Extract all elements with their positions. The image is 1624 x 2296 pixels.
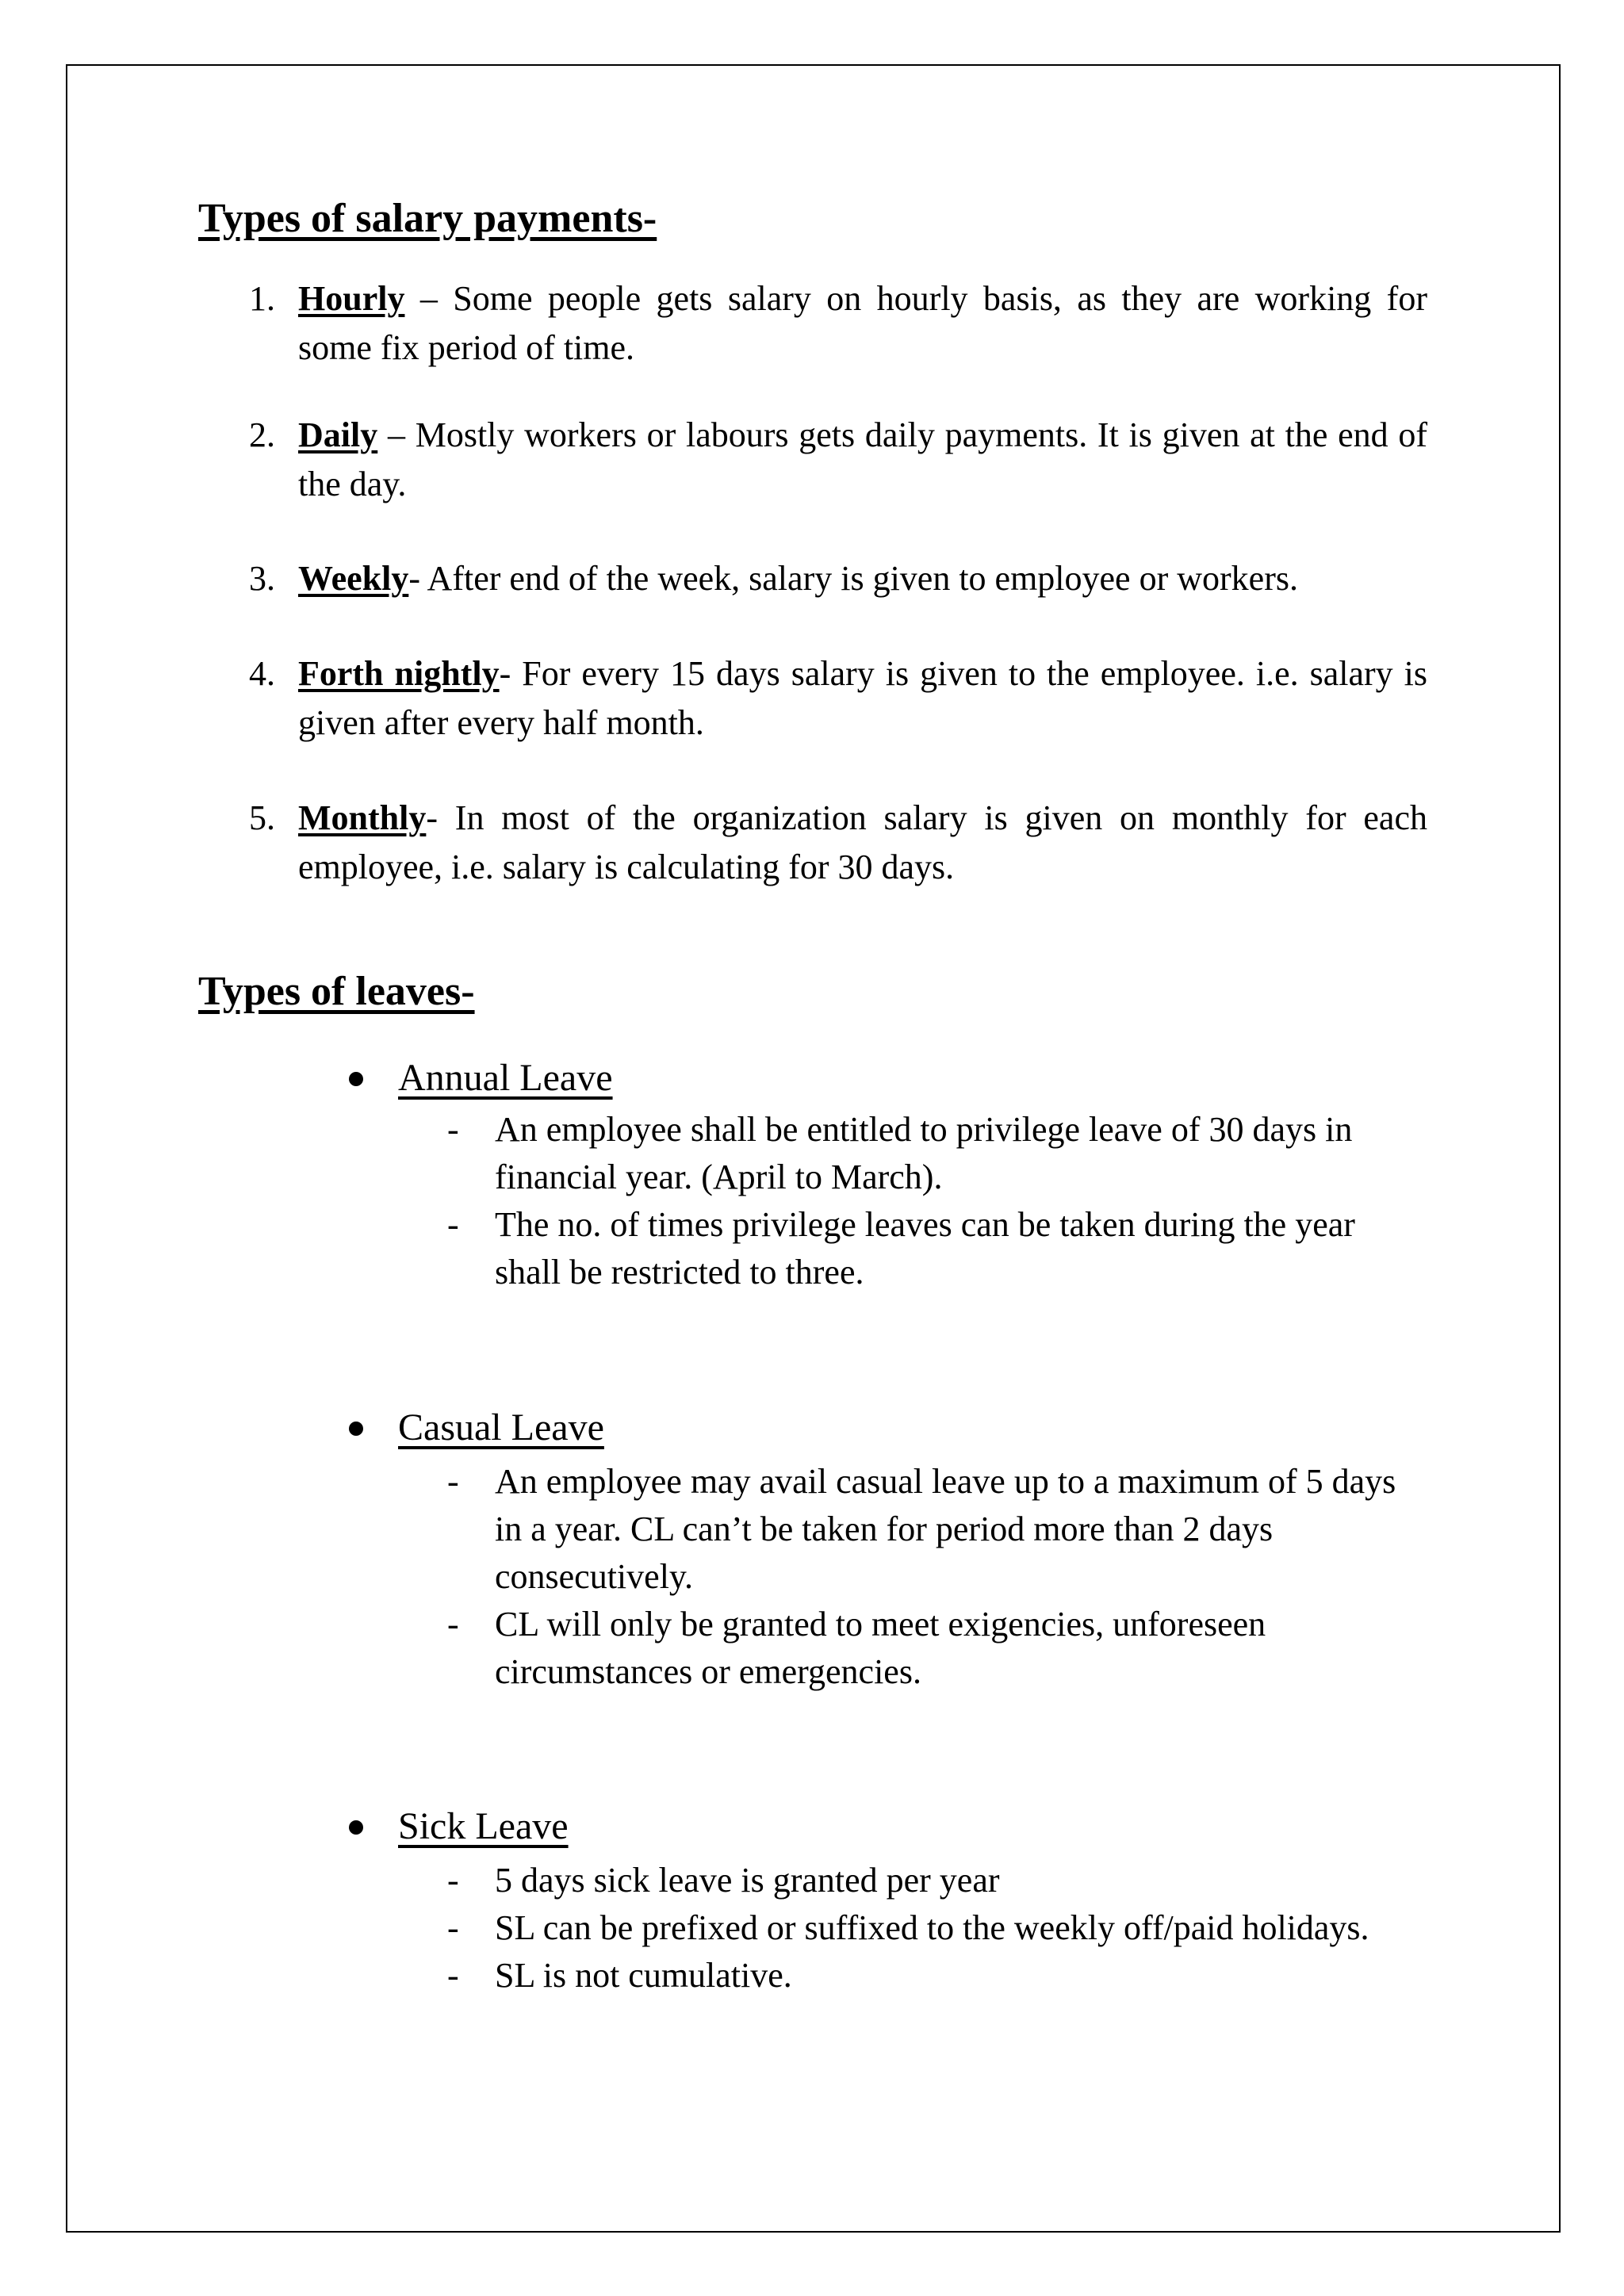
leave-point-line: SL is not cumulative. xyxy=(495,1956,792,1995)
leave-point xyxy=(447,1201,1355,1296)
leave-type-label: Annual Leave xyxy=(398,1057,613,1099)
salary-item-line xyxy=(298,794,1427,843)
list-number: 3. xyxy=(249,559,275,598)
dash-icon: - xyxy=(447,1462,459,1501)
salary-item-line: some fix period of time. xyxy=(298,328,635,367)
bullet-icon xyxy=(349,1820,363,1835)
leave-point-line: The no. of times privilege leaves can be taken during the year xyxy=(495,1205,1355,1244)
leave-type-label: Casual Leave xyxy=(398,1406,604,1448)
list-number: 4. xyxy=(249,654,275,693)
bullet-icon xyxy=(349,1072,363,1086)
salary-item-line xyxy=(298,274,1427,323)
leave-point xyxy=(447,1952,792,1999)
salary-item-text: - In most of the organization salary is given on monthly for each xyxy=(426,798,1427,837)
salary-item-line: given after every half month. xyxy=(298,703,704,742)
salary-term: Daily xyxy=(298,415,378,454)
salary-item-line: the day. xyxy=(298,465,407,503)
salary-item-weekly xyxy=(249,554,1427,603)
leave-type-label: Sick Leave xyxy=(398,1805,569,1847)
salary-item-hourly xyxy=(249,274,1427,373)
dash-icon: - xyxy=(447,1908,459,1947)
dash-icon: - xyxy=(447,1956,459,1995)
leave-point-line: circumstances or emergencies. xyxy=(495,1652,921,1691)
salary-item-text: - For every 15 days salary is given to the employee. i.e. salary is xyxy=(499,654,1427,693)
salary-item-monthly xyxy=(249,794,1427,892)
leave-type-sick xyxy=(349,1802,569,1851)
leave-type-casual xyxy=(349,1403,604,1452)
list-number: 2. xyxy=(249,415,275,454)
salary-term: Weekly xyxy=(298,559,409,598)
salary-item-forthnightly xyxy=(249,649,1427,748)
salary-item-line: employee, i.e. salary is calculating for 30 days. xyxy=(298,848,955,886)
dash-icon: - xyxy=(447,1605,459,1644)
list-number: 5. xyxy=(249,798,275,837)
salary-item-text: – Mostly workers or labours gets daily payments. It is given at the end of xyxy=(377,415,1427,454)
dash-icon: - xyxy=(447,1110,459,1149)
leave-point xyxy=(447,1904,1369,1952)
salary-section-title: Types of salary payments- xyxy=(198,196,657,241)
salary-item-text: – Some people gets salary on hourly basis, as they are working for xyxy=(404,279,1427,318)
leave-point-line: SL can be prefixed or suffixed to the weekly off/paid holidays. xyxy=(495,1908,1369,1947)
salary-term: Forth nightly xyxy=(298,654,500,693)
leave-point-line: shall be restricted to three. xyxy=(495,1253,864,1292)
leave-point-line: An employee shall be entitled to privilege leave of 30 days in xyxy=(495,1110,1353,1149)
leave-point-line: consecutively. xyxy=(495,1557,694,1596)
salary-item-line xyxy=(298,649,1427,698)
leaves-section-title: Types of leaves- xyxy=(198,969,475,1014)
leave-point xyxy=(447,1601,1266,1696)
leave-point-line: in a year. CL can’t be taken for period more than 2 days xyxy=(495,1510,1274,1548)
salary-item-line xyxy=(298,554,1427,603)
dash-icon: - xyxy=(447,1205,459,1244)
leave-point xyxy=(447,1106,1352,1201)
salary-term: Monthly xyxy=(298,798,427,837)
leave-point-line: 5 days sick leave is granted per year xyxy=(495,1861,1000,1900)
salary-item-line xyxy=(298,411,1427,460)
bullet-icon xyxy=(349,1422,363,1436)
salary-item-text: - After end of the week, salary is given to employee or workers. xyxy=(408,559,1298,598)
leave-type-annual xyxy=(349,1054,613,1103)
salary-item-daily xyxy=(249,411,1427,509)
leave-point-line: An employee may avail casual leave up to a maximum of 5 days xyxy=(495,1462,1396,1501)
leave-point xyxy=(447,1458,1396,1601)
dash-icon: - xyxy=(447,1861,459,1900)
list-number: 1. xyxy=(249,279,275,318)
leave-point-line: CL will only be granted to meet exigencies, unforeseen xyxy=(495,1605,1266,1644)
leave-point xyxy=(447,1857,1000,1904)
leave-point-line: financial year. (April to March). xyxy=(495,1158,943,1196)
salary-term: Hourly xyxy=(298,279,405,318)
